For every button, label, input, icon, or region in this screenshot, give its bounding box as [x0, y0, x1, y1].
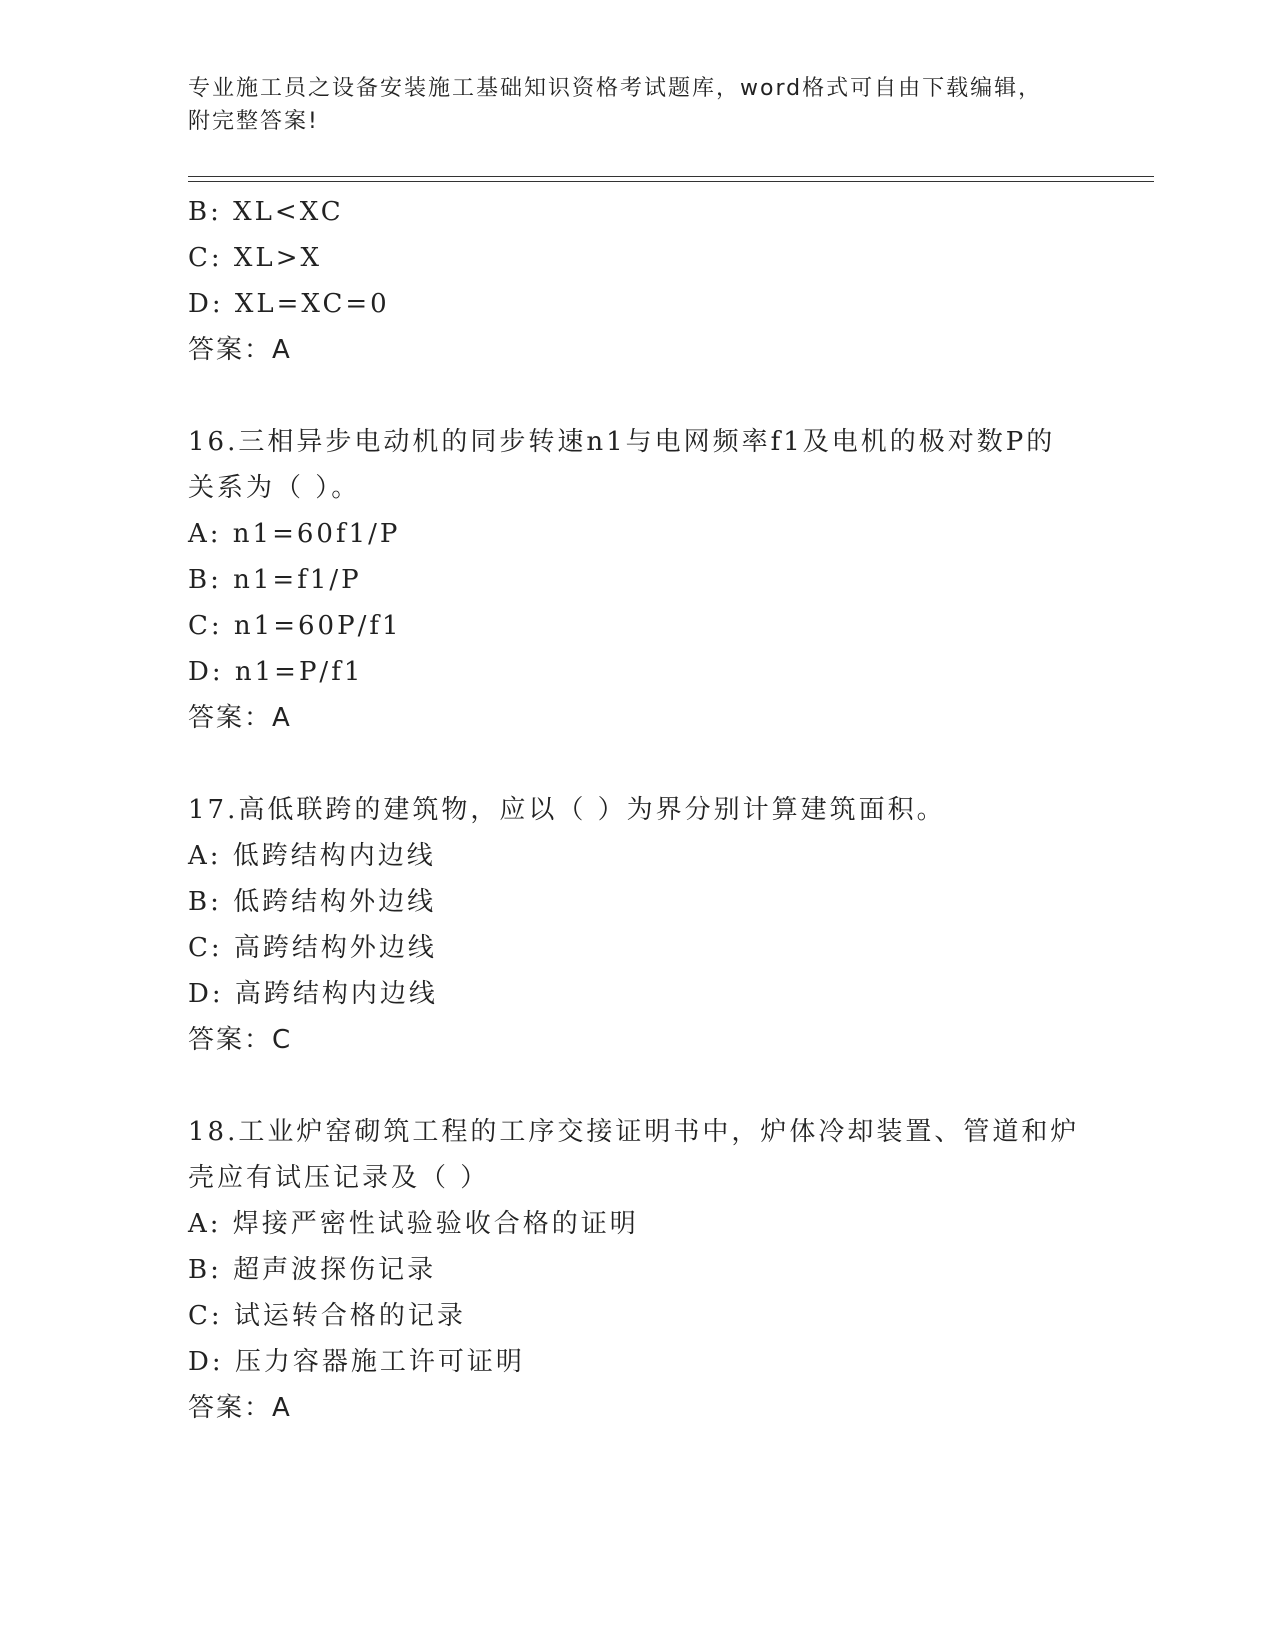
option-c: C: XL>X	[188, 243, 322, 273]
question-15-partial	[188, 189, 1088, 373]
header-divider-bottom	[188, 181, 1154, 182]
option-b: B: 低跨结构外边线	[188, 887, 437, 917]
answer-line: 答案：C	[188, 1025, 293, 1055]
option-b: B: n1=f1/P	[188, 565, 362, 595]
option-b: B: XL<XC	[188, 197, 344, 227]
option-d: D: XL=XC=0	[188, 289, 390, 319]
question-list	[188, 189, 1088, 1431]
answer-line: 答案：A	[188, 335, 292, 365]
option-a: A: 焊接严密性试验验收合格的证明	[188, 1209, 639, 1239]
page-header	[188, 72, 1068, 138]
question-16	[188, 419, 1088, 741]
question-stem-line-2: 关系为（ ）。	[188, 473, 361, 503]
spacer	[188, 741, 1088, 787]
option-c: C: n1=60P/f1	[188, 611, 402, 641]
option-a: A: n1=60f1/P	[188, 519, 401, 549]
option-d: D: 压力容器施工许可证明	[188, 1347, 525, 1377]
option-b: B: 超声波探伤记录	[188, 1255, 437, 1285]
answer-line: 答案：A	[188, 1393, 292, 1423]
question-stem-line-1: 18.工业炉窑砌筑工程的工序交接证明书中，炉体冷却装置、管道和炉	[188, 1117, 1080, 1147]
option-a: A: 低跨结构内边线	[188, 841, 436, 871]
header-divider-top	[188, 176, 1154, 177]
header-line-2: 附完整答案!	[188, 109, 319, 134]
question-stem-line-1: 17.高低联跨的建筑物，应以（ ）为界分别计算建筑面积。	[188, 795, 946, 825]
option-d: D: n1=P/f1	[188, 657, 364, 687]
spacer	[188, 1063, 1088, 1109]
spacer	[188, 373, 1088, 419]
question-17	[188, 787, 1088, 1063]
option-d: D: 高跨结构内边线	[188, 979, 438, 1009]
question-stem-line-1: 16.三相异步电动机的同步转速n1与电网频率f1及电机的极对数P的	[188, 427, 1056, 457]
option-c: C: 试运转合格的记录	[188, 1301, 466, 1331]
question-18	[188, 1109, 1088, 1431]
answer-line: 答案：A	[188, 703, 292, 733]
header-line-1: 专业施工员之设备安装施工基础知识资格考试题库，word格式可自由下载编辑，	[188, 76, 1043, 101]
option-c: C: 高跨结构外边线	[188, 933, 437, 963]
question-stem-line-2: 壳应有试压记录及（ ）	[188, 1163, 490, 1193]
